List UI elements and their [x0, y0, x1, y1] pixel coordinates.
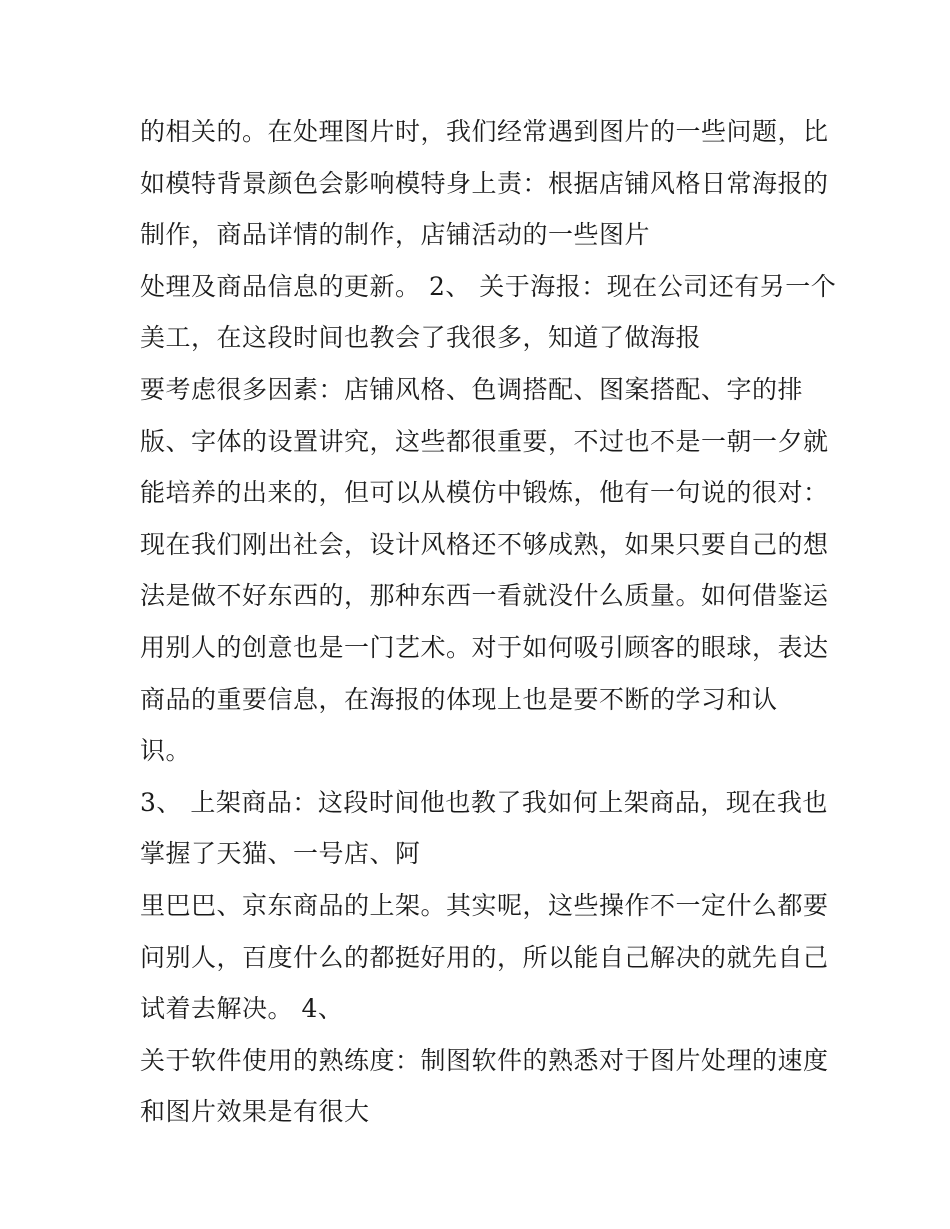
text-line: 如模特背景颜色会影响模特身上责：根据店铺风格日常海报的 — [140, 168, 829, 198]
text-line: 版、字体的设置讲究，这些都很重要，不过也不是一朝一夕就 — [140, 426, 829, 456]
text-line: 要考虑很多因素：店铺风格、色调搭配、图案搭配、字的排 — [140, 374, 804, 404]
text-line: 制作，商品详情的制作，店铺活动的一些图片 — [140, 220, 651, 250]
text-line: 试着去解决。 4、 — [140, 994, 344, 1024]
text-line: 能培养的出来的，但可以从模仿中锻炼，他有一句说的很对： — [140, 478, 829, 508]
text-line: 美工，在这段时间也教会了我很多，知道了做海报 — [140, 323, 702, 353]
text-line: 商品的重要信息，在海报的体现上也是要不断的学习和认 — [140, 684, 778, 714]
text-line: 问别人，百度什么的都挺好用的，所以能自己解决的就先自己 — [140, 942, 829, 972]
text-line: 的相关的。在处理图片时，我们经常遇到图片的一些问题，比 — [140, 117, 829, 146]
body-text — [140, 106, 837, 1138]
text-line: 关于软件使用的熟练度：制图软件的熟悉对于图片处理的速度 — [140, 1045, 829, 1075]
text-line: 掌握了天猫、一号店、阿 — [140, 839, 421, 869]
text-line: 和图片效果是有很大 — [140, 1097, 370, 1127]
text-line: 处理及商品信息的更新。 2、 关于海报：现在公司还有另一个 — [140, 271, 837, 301]
text-line: 现在我们刚出社会，设计风格还不够成熟，如果只要自己的想 — [140, 529, 829, 559]
text-line: 里巴巴、京东商品的上架。其实呢，这些操作不一定什么都要 — [140, 890, 829, 920]
text-line: 用别人的创意也是一门艺术。对于如何吸引顾客的眼球，表达 — [140, 632, 829, 662]
text-line: 识。 — [140, 736, 192, 766]
text-line: 3、 上架商品：这段时间他也教了我如何上架商品，现在我也 — [140, 787, 828, 817]
text-line: 法是做不好东西的，那种东西一看就没什么质量。如何借鉴运 — [140, 581, 829, 611]
